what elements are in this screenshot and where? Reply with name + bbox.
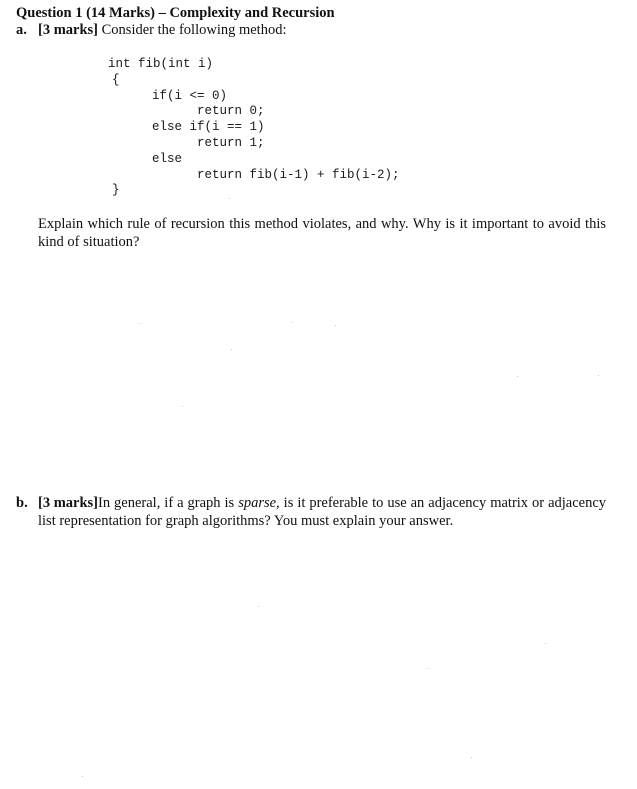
code-signature: int fib(int i) — [108, 57, 214, 71]
part-b-text-after: is it preferable to use an adjacency matrix or adjacency list representation for graph algorithms? You must explain your answer. — [38, 495, 607, 529]
part-b-emphasis: sparse, — [238, 495, 280, 511]
scan-speck — [229, 198, 230, 199]
scan-speck — [291, 322, 292, 323]
code-return-one: return 1; — [197, 136, 265, 150]
code-else-line: else — [152, 152, 183, 166]
scan-speck — [231, 349, 232, 350]
part-b-text-before: In general, if a graph is — [98, 495, 235, 511]
code-if-line: if(i <= 0) — [152, 89, 228, 103]
part-b-marks: [3 marks] — [38, 495, 99, 511]
part-b-text — [38, 494, 606, 530]
part-a-letter: a. — [16, 22, 27, 38]
scan-speck — [140, 323, 141, 324]
part-a-intro: Consider the following method: — [101, 22, 287, 38]
scan-speck — [428, 668, 429, 669]
scan-speck — [471, 757, 472, 758]
code-return-fib: return fib(i-1) + fib(i-2); — [197, 168, 400, 182]
scan-speck — [598, 375, 599, 376]
question-title: Question 1 (14 Marks) – Complexity and Recursion — [16, 5, 335, 21]
code-close-brace: } — [112, 183, 120, 197]
part-a-prompt: Explain which rule of recursion this method violates, and why. Why is it important to avoid this kind of situation? — [38, 216, 606, 250]
scan-speck — [82, 776, 83, 777]
scan-speck — [517, 376, 518, 377]
scan-speck — [258, 606, 259, 607]
scan-speck — [545, 643, 546, 644]
code-else-if-line: else if(i == 1) — [152, 120, 265, 134]
code-return-zero: return 0; — [197, 104, 265, 118]
part-a-heading — [16, 21, 287, 39]
part-b-letter: b. — [16, 495, 28, 511]
code-open-brace: { — [112, 73, 120, 87]
scan-speck — [182, 406, 183, 407]
part-a-marks: [3 marks] — [38, 22, 99, 38]
scan-speck — [335, 325, 336, 326]
